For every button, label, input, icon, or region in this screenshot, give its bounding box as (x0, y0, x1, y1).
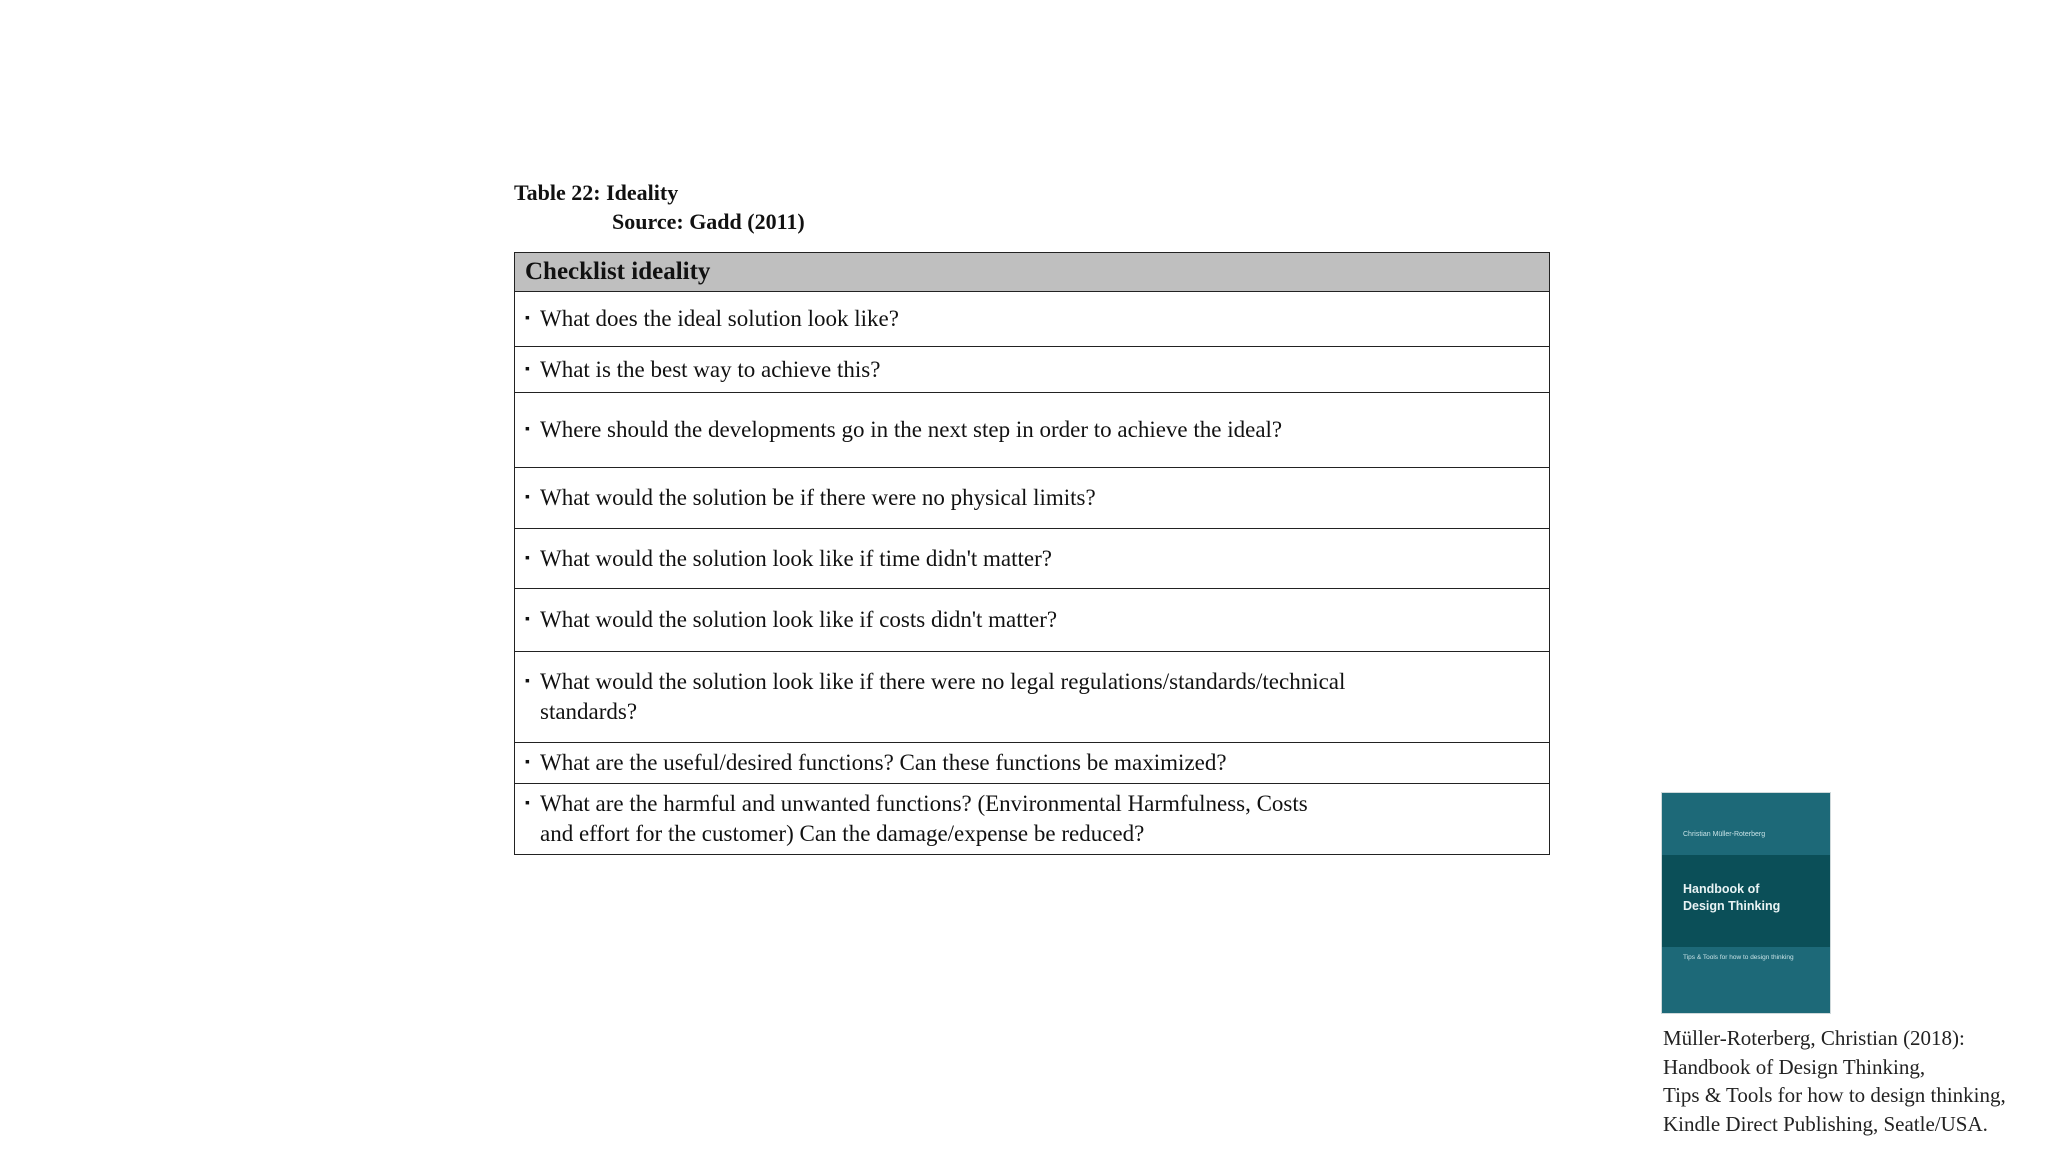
checklist-question: What is the best way to achieve this? (540, 356, 881, 382)
book-cover-title-band (1662, 855, 1830, 947)
table-header: Checklist ideality (515, 253, 1550, 292)
table-title: Table 22: Ideality (514, 180, 679, 205)
checklist-question: What are the harmful and unwanted functions? (Environmental Harmfulness, Costs and effort for the customer) Can the damage/expense be reduced? (540, 791, 1308, 846)
reference-line: Müller-Roterberg, Christian (2018): (1663, 1026, 1965, 1050)
ideality-checklist-table (514, 252, 1550, 855)
checklist-question: What would the solution look like if there were no legal regulations/standards/technical standards? (540, 669, 1346, 724)
reference-line: Kindle Direct Publishing, Seatle/USA. (1663, 1111, 1988, 1136)
checklist-question: What are the useful/desired functions? Can these functions be maximized? (540, 750, 1227, 775)
bullet-icon: ▪ (525, 490, 530, 505)
table-row (515, 347, 1550, 393)
bullet-icon: ▪ (525, 755, 530, 770)
table-row (515, 743, 1550, 784)
table-row (515, 784, 1550, 855)
table-row (515, 393, 1550, 468)
bullet-icon: ▪ (525, 796, 530, 811)
bullet-icon: ▪ (525, 422, 530, 437)
table-caption (514, 178, 805, 236)
bullet-icon: ▪ (525, 612, 530, 627)
table-row (515, 468, 1550, 529)
table-source: Source: Gadd (2011) (612, 209, 805, 234)
table-row (515, 292, 1550, 347)
bullet-icon: ▪ (525, 361, 530, 377)
table-row (515, 652, 1550, 743)
bullet-icon: ▪ (525, 311, 530, 326)
checklist-question: What does the ideal solution look like? (540, 306, 899, 331)
table-header-row (515, 253, 1550, 292)
table-row (515, 529, 1550, 589)
reference-line: Handbook of Design Thinking, (1663, 1054, 1926, 1079)
bullet-icon: ▪ (525, 674, 530, 689)
book-cover-image (1662, 793, 1830, 1013)
checklist-question: What would the solution look like if costs didn't matter? (540, 607, 1058, 632)
reference-line: Tips & Tools for how to design thinking, (1663, 1083, 2006, 1107)
book-cover-title: Handbook of Design Thinking (1683, 882, 1781, 913)
checklist-question: Where should the developments go in the next step in order to achieve the ideal? (540, 417, 1283, 442)
book-cover-author: Christian Müller-Roterberg (1683, 831, 1766, 838)
book-cover-subtitle: Tips & Tools for how to design thinking (1683, 954, 1794, 961)
bullet-icon: ▪ (525, 550, 530, 566)
checklist-question: What would the solution look like if time didn't matter? (540, 545, 1052, 571)
checklist-question: What would the solution be if there were no physical limits? (540, 485, 1096, 510)
book-reference (1663, 1024, 2006, 1138)
table-row (515, 589, 1550, 652)
